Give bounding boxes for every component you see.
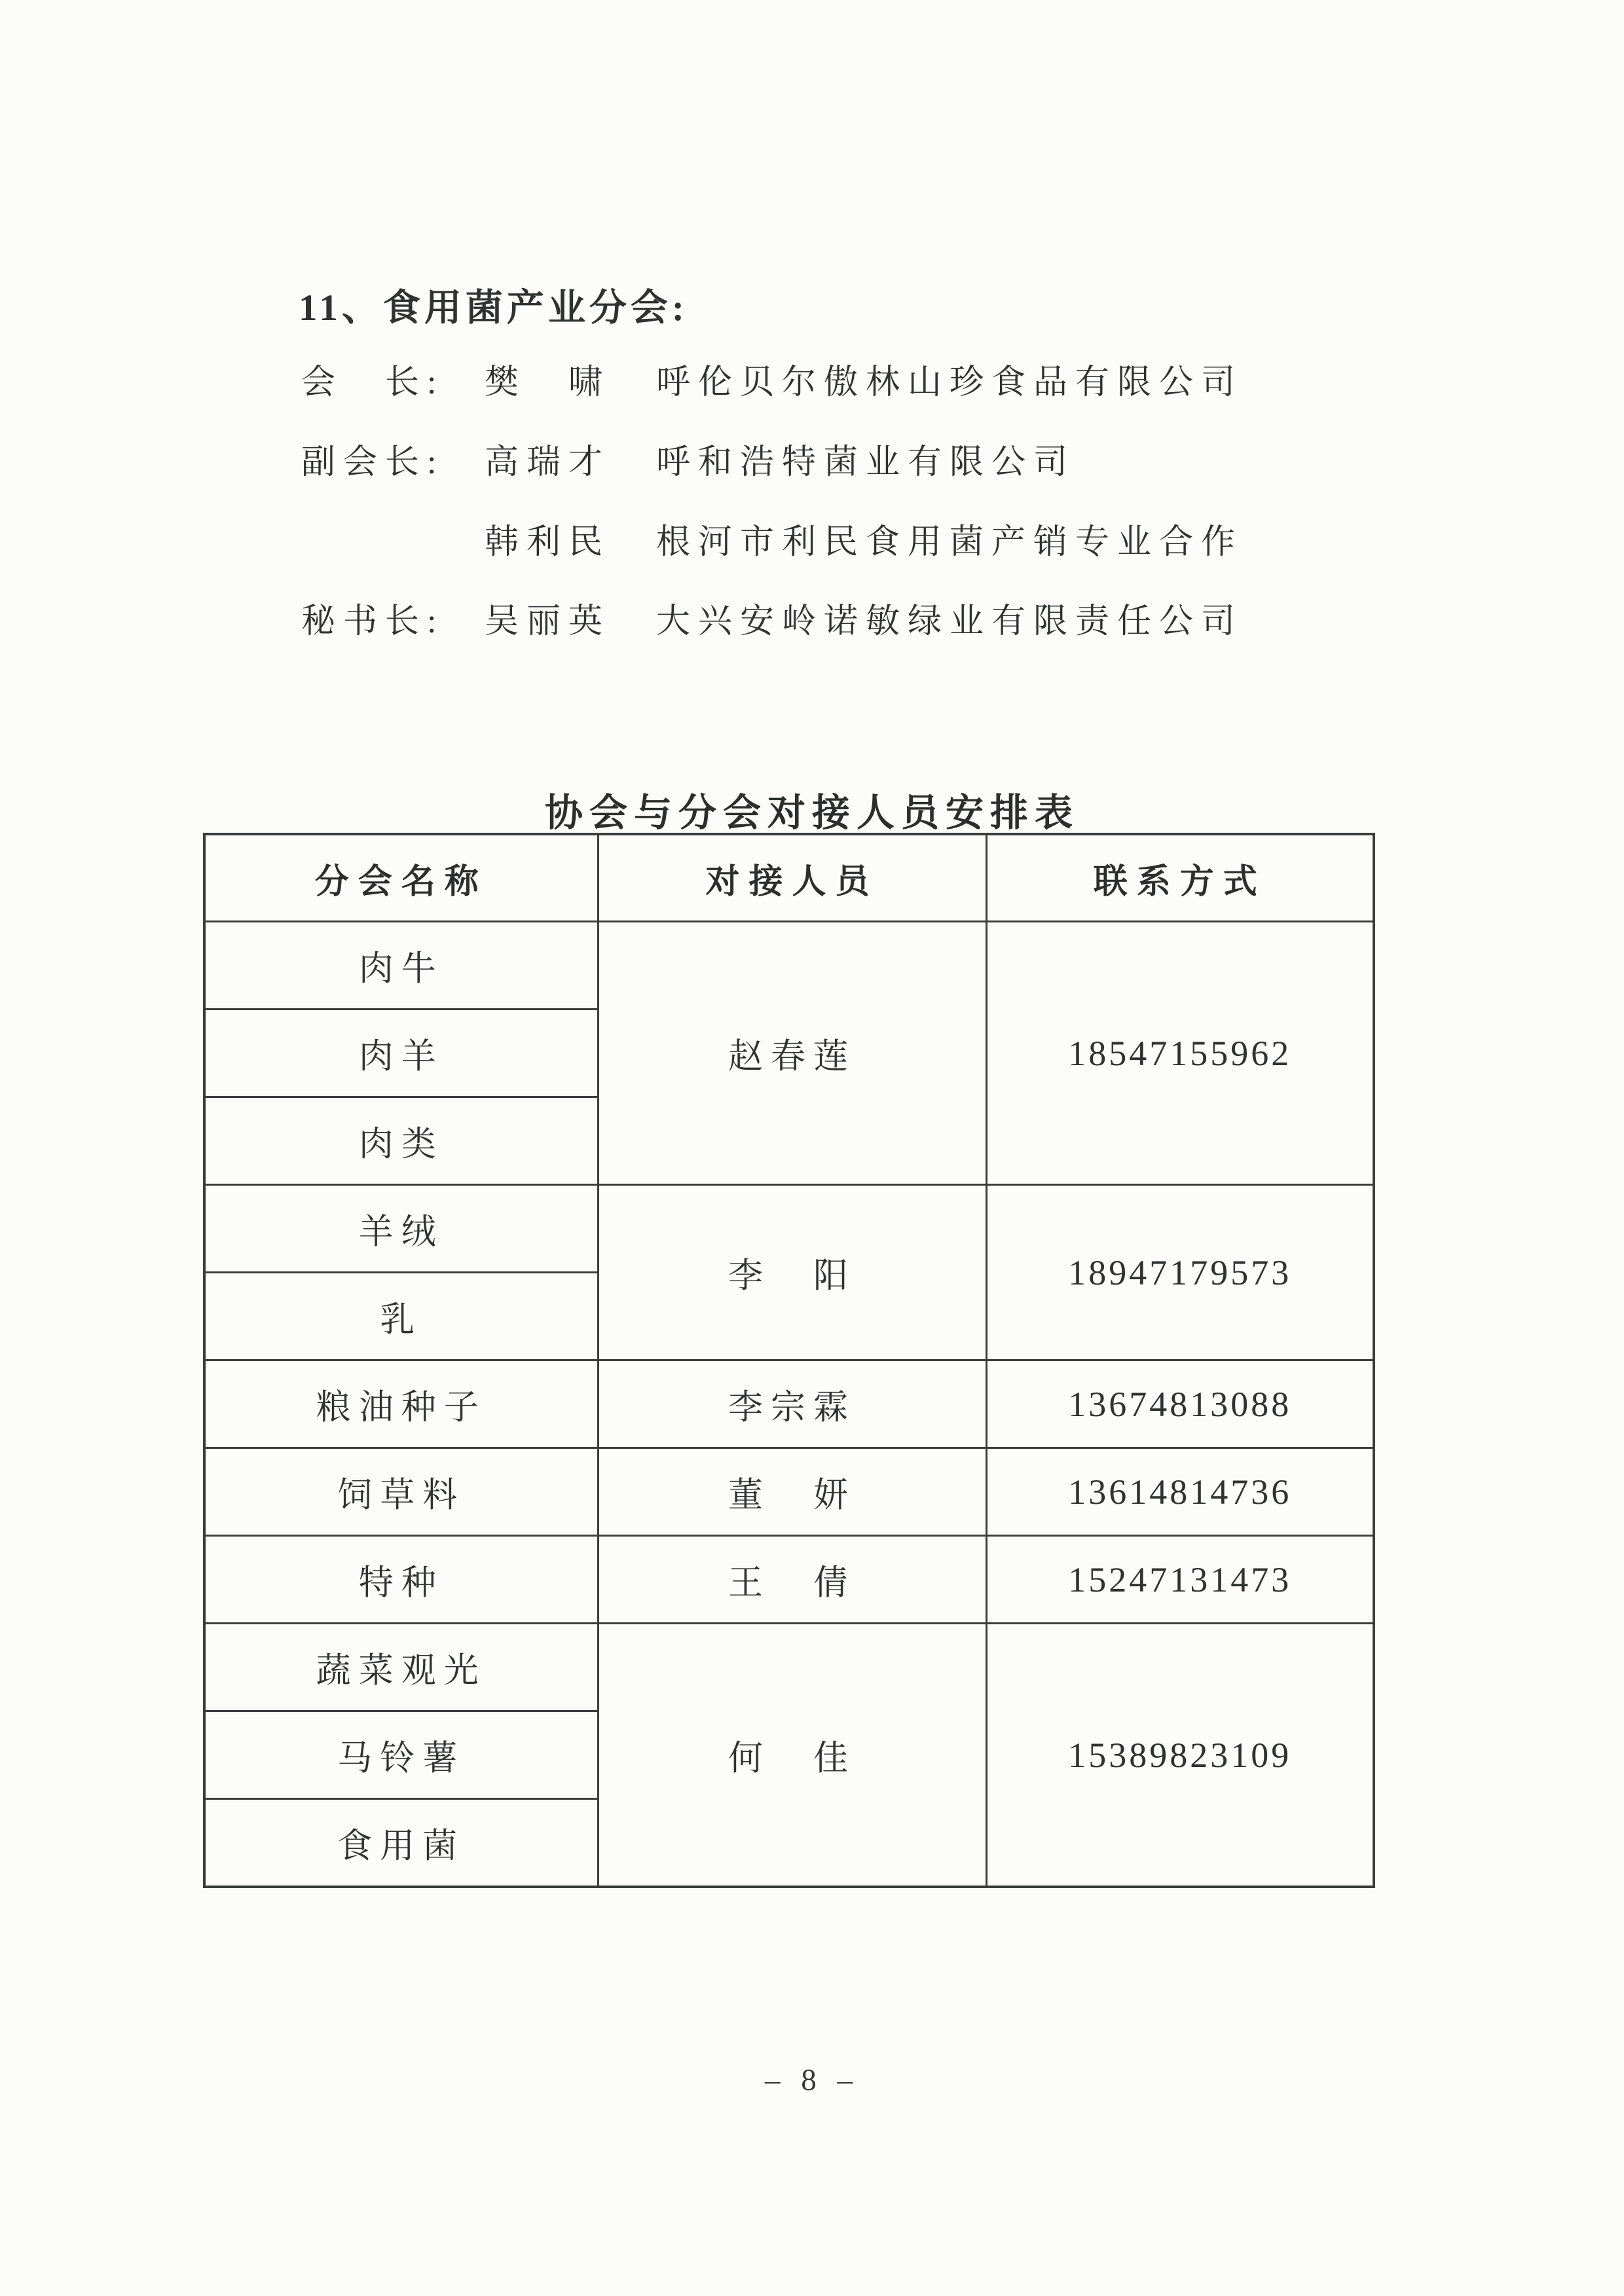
branch-cell: 特种	[204, 1536, 598, 1624]
branch-cell: 饲草料	[204, 1448, 598, 1536]
table-row	[204, 1448, 1374, 1536]
table-row	[204, 1185, 1374, 1273]
contact-cell: 王 倩	[598, 1536, 986, 1624]
table-header-row	[204, 834, 1374, 922]
branch-cell: 食用菌	[204, 1799, 598, 1887]
branch-cell: 马铃薯	[204, 1711, 598, 1799]
table-title: 协会与分会对接人员安排表	[544, 792, 1079, 834]
branch-cell: 肉牛	[204, 922, 598, 1010]
phone-cell: 15247131473	[986, 1536, 1374, 1624]
officer-organization: 呼和浩特菌业有限公司	[656, 444, 1076, 481]
officer-organization: 根河市利民食用菌产销专业合作	[656, 524, 1244, 561]
phone-cell: 15389823109	[986, 1624, 1374, 1887]
table-row	[204, 1536, 1374, 1624]
officer-role: 会 长:	[301, 364, 445, 401]
branch-cell: 肉羊	[204, 1010, 598, 1097]
officer-name: 吴丽英	[485, 603, 611, 640]
contact-cell: 董 妍	[598, 1448, 986, 1536]
officer-name: 韩利民	[485, 524, 611, 561]
officer-line-vice-president	[301, 442, 1075, 484]
table-row	[204, 1360, 1374, 1448]
contact-cell: 李宗霖	[598, 1360, 986, 1448]
phone-cell: 18947179573	[986, 1185, 1374, 1360]
officer-organization: 大兴安岭诺敏绿业有限责任公司	[656, 603, 1244, 640]
column-header-contact: 对接人员	[598, 834, 986, 922]
table-row	[204, 1624, 1374, 1711]
officer-organization: 呼伦贝尔傲林山珍食品有限公司	[656, 364, 1244, 401]
officer-line-secretary-general	[301, 601, 1243, 643]
column-header-phone: 联系方式	[986, 834, 1374, 922]
branch-cell: 乳	[204, 1273, 598, 1360]
branch-cell: 蔬菜观光	[204, 1624, 598, 1711]
page-number: – 8 –	[765, 2063, 859, 2097]
officer-role: 副会长:	[301, 444, 445, 481]
table-row	[204, 922, 1374, 1010]
officer-line-president	[301, 362, 1243, 404]
branch-cell: 粮油种子	[204, 1360, 598, 1448]
liaison-table	[203, 833, 1375, 1888]
phone-cell: 13674813088	[986, 1360, 1374, 1448]
phone-cell: 18547155962	[986, 922, 1374, 1185]
officer-line-vice-president-2	[301, 522, 1243, 564]
column-header-branch: 分会名称	[204, 834, 598, 922]
officer-name: 高瑞才	[485, 444, 611, 481]
contact-cell: 李 阳	[598, 1185, 986, 1360]
contact-cell: 赵春莲	[598, 922, 986, 1185]
branch-cell: 肉类	[204, 1097, 598, 1185]
officer-role: 秘书长:	[301, 603, 445, 640]
phone-cell: 13614814736	[986, 1448, 1374, 1536]
section-heading: 11、食用菌产业分会:	[299, 287, 688, 329]
officer-name: 樊 啸	[485, 364, 611, 401]
branch-cell: 羊绒	[204, 1185, 598, 1273]
contact-cell: 何 佳	[598, 1624, 986, 1887]
